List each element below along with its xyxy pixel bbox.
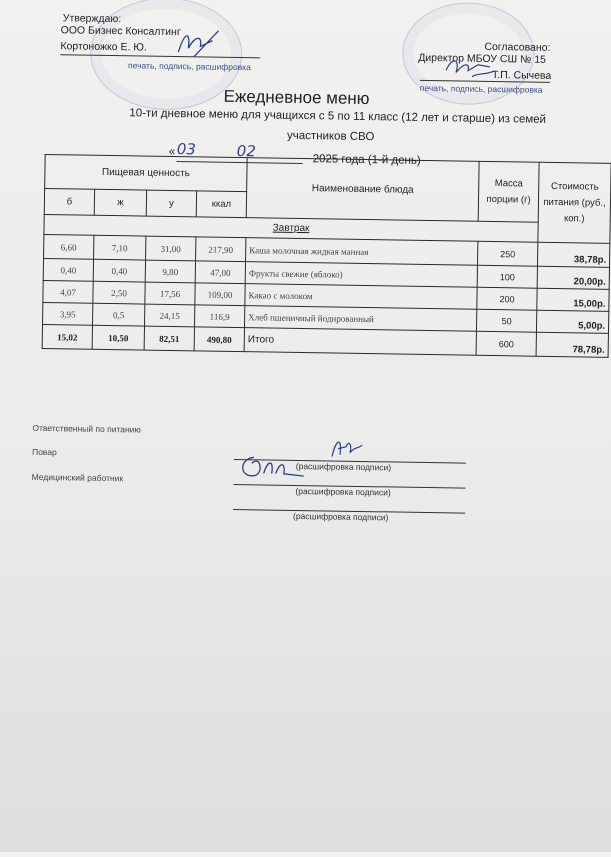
total-label: Итого (244, 328, 476, 356)
responsible-caption: (расшифровка подписи) (295, 460, 392, 473)
agreed-heading: Согласовано: (484, 40, 551, 54)
row-dish: Какао с молоком (245, 284, 477, 310)
row-proteins: 4,07 (43, 280, 93, 303)
approve-heading: Утверждаю: (62, 12, 122, 26)
nutrition-header: Пищевая ценность (45, 154, 248, 191)
row-kcal: 109,00 (195, 283, 245, 306)
row-fats: 2,50 (93, 281, 145, 304)
dish-header: Наименование блюда (246, 158, 479, 222)
meal-label-text: Завтрак (272, 222, 310, 235)
col-carbs: у (146, 190, 196, 217)
col-fats: ж (94, 189, 146, 216)
approve-person: Кортоножко Е. Ю. (60, 40, 147, 54)
cost-header: Стоимость питания (руб., коп.) (538, 162, 611, 243)
agreed-caption: печать, подпись, расшифровка (419, 82, 543, 95)
date-year: 2025 года (1-й день) (312, 153, 421, 167)
agreed-person: Т.П. Сычева (491, 69, 552, 82)
mass-header: Масса порции (г) (478, 161, 539, 222)
total-cost: 78,78р. (536, 332, 608, 357)
responsible-signature (328, 434, 368, 461)
total-kcal: 490,80 (194, 327, 244, 352)
row-carbs: 31,00 (146, 236, 196, 261)
row-kcal: 217,90 (196, 237, 246, 262)
cook-signature (234, 449, 315, 484)
row-carbs: 9,80 (145, 260, 195, 283)
total-proteins: 15,02 (42, 324, 92, 349)
row-proteins: 3,95 (43, 302, 93, 325)
total-mass: 600 (476, 331, 536, 356)
page-subtitle-continued: участников СВО (286, 129, 375, 144)
row-mass: 250 (478, 241, 538, 266)
row-cost: 5,00р. (536, 310, 608, 333)
row-cost: 15,00р. (537, 288, 609, 311)
medic-caption: (расшифровка подписи) (292, 510, 389, 523)
cook-label: Повар (31, 446, 57, 458)
date-day: 03 (176, 140, 197, 159)
approve-organization: ООО Бизнес Консалтинг (60, 24, 181, 39)
row-carbs: 17,56 (145, 282, 195, 305)
medic-label: Медицинский работник (31, 471, 124, 484)
row-mass: 100 (477, 265, 537, 288)
page-subtitle: 10-ти дневное меню для учащихся с 5 по 11 класс (12 лет и старше) из семей (129, 107, 547, 126)
page-title: Ежедневное меню (223, 86, 370, 109)
row-mass: 200 (477, 287, 537, 310)
col-kcal: ккал (196, 191, 246, 218)
approve-caption: печать, подпись, расшифровка (128, 60, 251, 73)
date-open-quote: « (168, 145, 176, 159)
date-month: 02 (236, 142, 256, 161)
row-dish: Каша молочная жидкая манная (246, 238, 478, 266)
col-proteins: б (44, 188, 94, 215)
row-fats: 0,40 (93, 259, 145, 282)
approve-signature (172, 26, 223, 61)
responsible-label: Ответственный по питанию (32, 422, 141, 435)
row-fats: 7,10 (94, 235, 146, 260)
agreed-position: Директор МБОУ СШ № 15 (418, 51, 547, 66)
row-carbs: 24,15 (145, 304, 195, 327)
row-cost: 20,00р. (537, 266, 609, 289)
row-kcal: 116,9 (194, 305, 244, 328)
total-carbs: 82,51 (144, 326, 194, 351)
row-kcal: 47,00 (195, 261, 245, 284)
row-mass: 50 (477, 309, 537, 332)
row-cost: 38,78р. (538, 242, 610, 267)
row-dish: Фрукты свежие (яблоко) (245, 262, 477, 288)
row-proteins: 6,60 (44, 234, 94, 259)
row-proteins: 0,40 (43, 258, 93, 281)
row-fats: 0,5 (93, 303, 145, 326)
row-dish: Хлеб пшеничный йодированный (245, 306, 477, 332)
agreed-signature (442, 52, 502, 83)
cook-caption: (расшифровка подписи) (295, 485, 391, 498)
menu-table (42, 154, 611, 358)
total-fats: 10,50 (92, 325, 144, 350)
